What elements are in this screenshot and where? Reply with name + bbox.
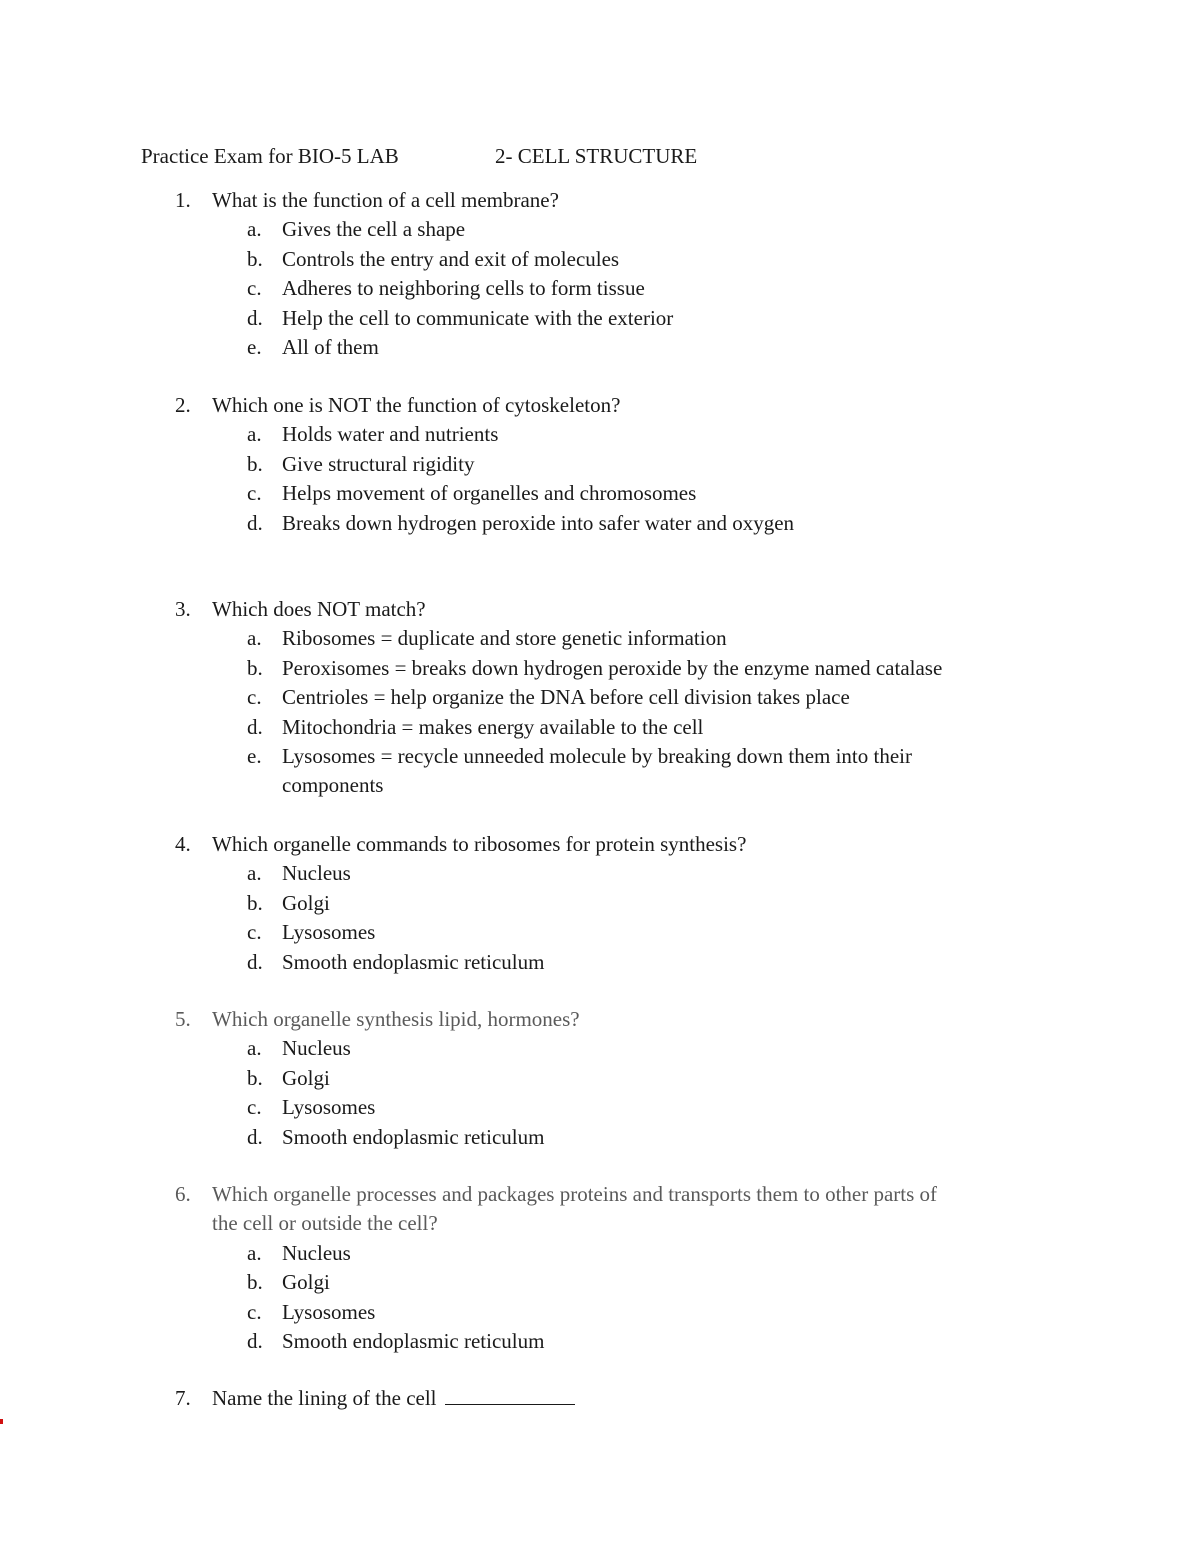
option — [0, 509, 1200, 538]
option-text: Gives the cell a shape — [282, 217, 466, 242]
option-letter: c. — [247, 481, 262, 506]
question-7 — [0, 1384, 1200, 1413]
question-text: Name the lining of the cell — [212, 1386, 437, 1410]
question-2 — [0, 391, 1200, 538]
option-letter: e. — [247, 743, 262, 768]
option-text: Lysosomes — [282, 1095, 376, 1120]
option — [0, 479, 1200, 508]
option-text: Controls the entry and exit of molecules — [282, 246, 620, 271]
option-letter: b. — [247, 1270, 263, 1295]
option-letter: a. — [247, 1240, 262, 1265]
option — [0, 624, 1200, 653]
question-number: 2. — [175, 393, 191, 417]
option — [0, 333, 1200, 362]
option — [0, 1123, 1200, 1152]
question-5 — [0, 1005, 1200, 1152]
answer-blank-line[interactable] — [445, 1386, 575, 1405]
option-text: Peroxisomes = breaks down hydrogen peroxide by the enzyme named catalase — [282, 655, 943, 680]
question-number: 3. — [175, 597, 191, 621]
option-letter: a. — [247, 217, 262, 242]
option — [0, 683, 1200, 712]
question-number: 1. — [175, 188, 191, 212]
question-6 — [0, 1180, 1200, 1356]
option-text: Golgi — [282, 890, 330, 915]
option-letter: b. — [247, 655, 263, 680]
option — [0, 420, 1200, 449]
option-text: Ribosomes = duplicate and store genetic information — [282, 626, 727, 651]
option-text: Lysosomes — [282, 1299, 376, 1324]
exam-title: Practice Exam for BIO-5 LAB — [141, 144, 399, 168]
option — [0, 1298, 1200, 1327]
option — [0, 1034, 1200, 1063]
option-letter: a. — [247, 626, 262, 651]
option-text: Lysosomes = recycle unneeded molecule by breaking down them into their — [282, 743, 912, 768]
option — [0, 859, 1200, 888]
option-letter: a. — [247, 1036, 262, 1061]
question-text: Which does NOT match? — [212, 597, 426, 621]
option — [0, 1093, 1200, 1122]
option-text: Smooth endoplasmic reticulum — [282, 949, 545, 974]
option-text: Smooth endoplasmic reticulum — [282, 1124, 545, 1149]
option-letter: c. — [247, 920, 262, 945]
option-letter: d. — [247, 1124, 263, 1149]
option — [0, 274, 1200, 303]
option-letter: d. — [247, 714, 263, 739]
option-text: Golgi — [282, 1270, 330, 1295]
option — [0, 1268, 1200, 1297]
question-text: Which organelle processes and packages proteins and transports them to other parts of — [212, 1182, 938, 1206]
option-text: Adheres to neighboring cells to form tissue — [282, 276, 645, 301]
option-letter: c. — [247, 1299, 262, 1324]
question-number: 4. — [175, 832, 191, 856]
option-text: Nucleus — [282, 1036, 351, 1061]
option-letter: d. — [247, 510, 263, 535]
option-text: Give structural rigidity — [282, 451, 475, 476]
option — [0, 215, 1200, 244]
option-text: components — [282, 773, 384, 798]
option-letter: c. — [247, 1095, 262, 1120]
option — [0, 1239, 1200, 1268]
question-text: What is the function of a cell membrane? — [212, 188, 559, 212]
option-text: Mitochondria = makes energy available to the cell — [282, 714, 704, 739]
option-text: Breaks down hydrogen peroxide into safer water and oxygen — [282, 510, 795, 535]
option — [0, 1064, 1200, 1093]
option-letter: b. — [247, 246, 263, 271]
option-letter: b. — [247, 1065, 263, 1090]
margin-mark — [0, 1419, 3, 1424]
option-letter: a. — [247, 422, 262, 447]
question-text: Which one is NOT the function of cytoskeleton? — [212, 393, 621, 417]
option — [0, 450, 1200, 479]
option-text: Smooth endoplasmic reticulum — [282, 1328, 545, 1353]
option-letter: c. — [247, 685, 262, 710]
option — [0, 245, 1200, 274]
option-text: Holds water and nutrients — [282, 422, 499, 447]
option — [0, 918, 1200, 947]
option-letter: d. — [247, 949, 263, 974]
option-letter: d. — [247, 1328, 263, 1353]
option — [0, 1327, 1200, 1356]
question-text-continuation: the cell or outside the cell? — [212, 1211, 438, 1236]
option-text: Nucleus — [282, 1240, 351, 1265]
question-4 — [0, 830, 1200, 977]
question-number: 7. — [175, 1386, 191, 1410]
option — [0, 304, 1200, 333]
option — [0, 889, 1200, 918]
option-letter: a. — [247, 861, 262, 886]
option-text: Golgi — [282, 1065, 330, 1090]
option — [0, 742, 1200, 771]
option — [0, 713, 1200, 742]
option-continuation — [0, 771, 1200, 800]
question-1 — [0, 186, 1200, 362]
option-text: All of them — [282, 334, 379, 359]
question-number: 5. — [175, 1007, 191, 1031]
option-letter: e. — [247, 334, 262, 359]
option-letter: b. — [247, 451, 263, 476]
question-7-wrapper — [212, 1384, 575, 1413]
option-text: Nucleus — [282, 861, 351, 886]
option — [0, 948, 1200, 977]
question-text: Which organelle synthesis lipid, hormones? — [212, 1007, 580, 1031]
option — [0, 654, 1200, 683]
option-text: Helps movement of organelles and chromosomes — [282, 481, 697, 506]
option-text: Help the cell to communicate with the exterior — [282, 305, 674, 330]
exam-topic: 2- CELL STRUCTURE — [495, 144, 698, 168]
question-3 — [0, 595, 1200, 801]
option-text: Lysosomes — [282, 920, 376, 945]
question-number: 6. — [175, 1182, 191, 1206]
option-letter: b. — [247, 890, 263, 915]
option-text: Centrioles = help organize the DNA before cell division takes place — [282, 685, 850, 710]
option-letter: c. — [247, 276, 262, 301]
question-text: Which organelle commands to ribosomes for protein synthesis? — [212, 832, 747, 856]
option-letter: d. — [247, 305, 263, 330]
